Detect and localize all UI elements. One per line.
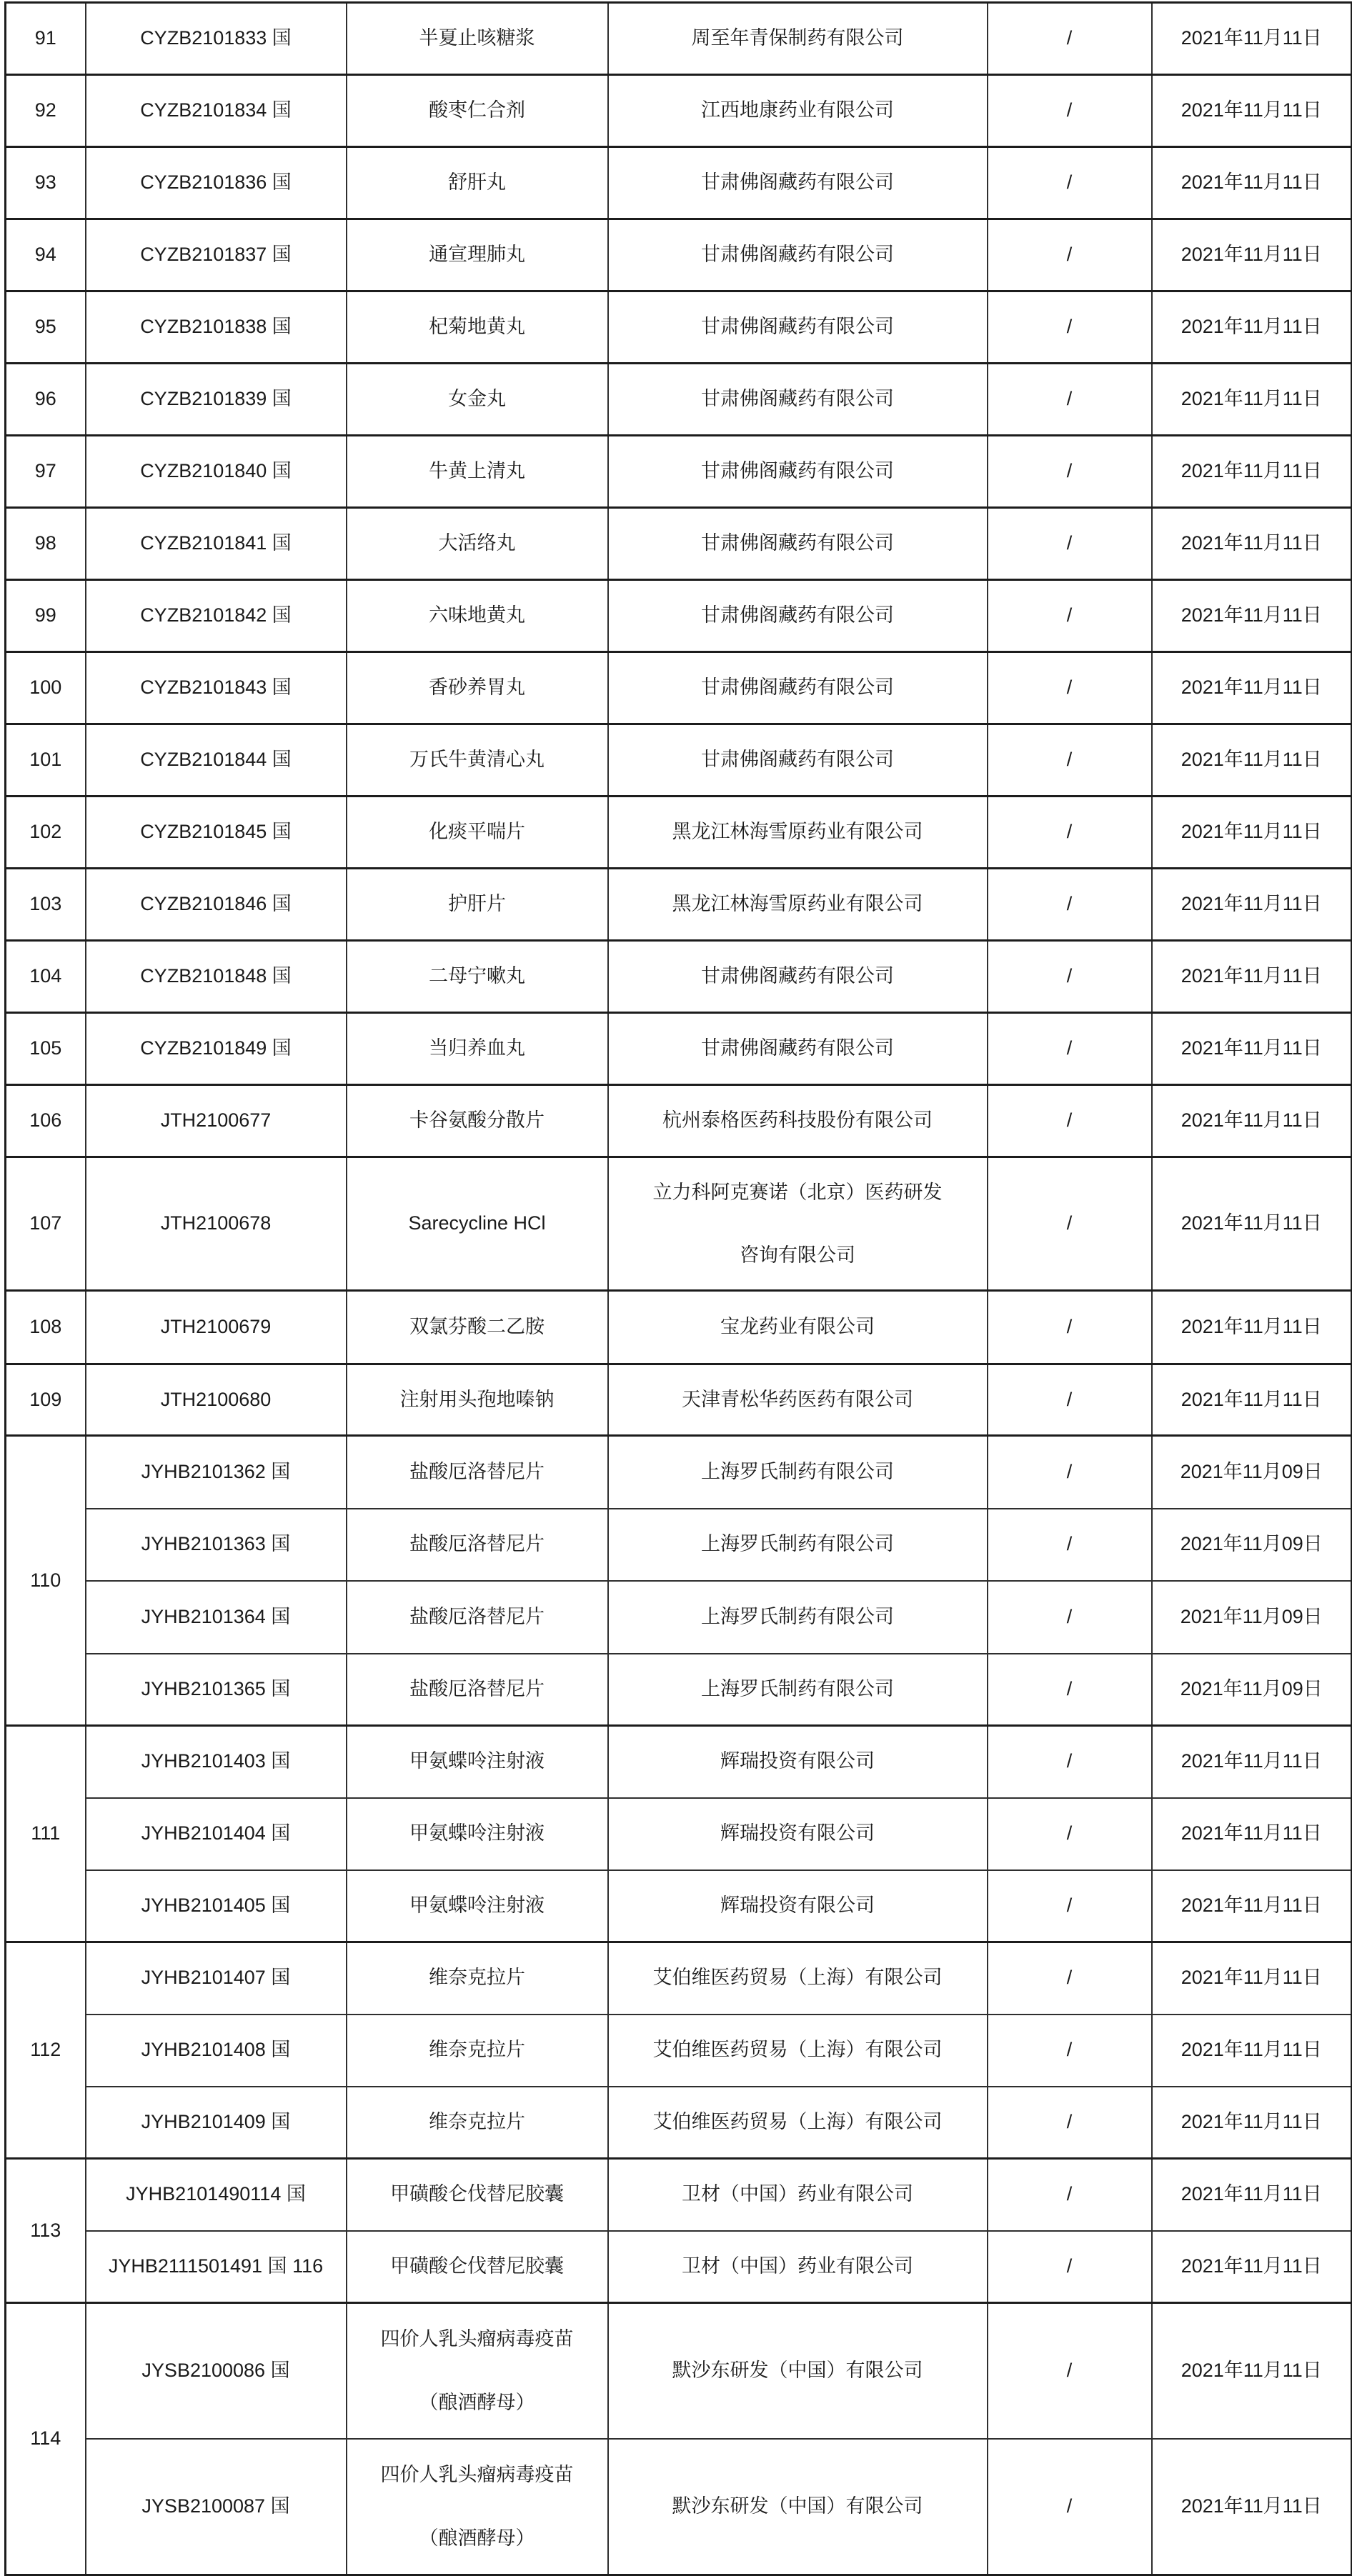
company-cell: 默沙东研发（中国）有限公司 bbox=[608, 2439, 988, 2575]
drug-name-cell: 注射用头孢地嗪钠 bbox=[347, 1364, 608, 1436]
remark-cell: / bbox=[988, 1870, 1152, 1942]
company-cell: 甘肃佛阁藏药有限公司 bbox=[608, 508, 988, 580]
acceptance-no-cell: JTH2100678 bbox=[86, 1157, 347, 1291]
remark-cell: / bbox=[988, 291, 1152, 364]
date-cell: 2021年11月11日 bbox=[1152, 508, 1352, 580]
company-cell: 甘肃佛阁藏药有限公司 bbox=[608, 580, 988, 652]
remark-cell: / bbox=[988, 1942, 1152, 2015]
remark-cell: / bbox=[988, 652, 1152, 724]
table-row bbox=[6, 364, 1352, 436]
company-cell: 卫材（中国）药业有限公司 bbox=[608, 2159, 988, 2231]
drug-name-cell: 牛黄上清丸 bbox=[347, 436, 608, 508]
acceptance-no-cell: JYHB2111501491 国 116 bbox=[86, 2231, 347, 2303]
remark-cell: / bbox=[988, 3, 1152, 75]
drug-name-cell-lines bbox=[352, 2442, 603, 2570]
table-row bbox=[6, 2087, 1352, 2159]
drug-name-cell-line: （酿酒酵母） bbox=[419, 2527, 535, 2550]
drug-name-cell: 盐酸厄洛替尼片 bbox=[347, 1581, 608, 1654]
company-cell: 卫材（中国）药业有限公司 bbox=[608, 2231, 988, 2303]
date-cell: 2021年11月11日 bbox=[1152, 1364, 1352, 1436]
table-row bbox=[6, 147, 1352, 219]
acceptance-no-cell: JTH2100679 bbox=[86, 1291, 347, 1364]
index-cell: 108 bbox=[6, 1291, 86, 1364]
date-cell: 2021年11月11日 bbox=[1152, 291, 1352, 364]
date-cell: 2021年11月11日 bbox=[1152, 219, 1352, 291]
remark-cell: / bbox=[988, 1509, 1152, 1581]
date-cell: 2021年11月11日 bbox=[1152, 436, 1352, 508]
drug-name-cell-lines bbox=[352, 2307, 603, 2435]
company-cell-line: 咨询有限公司 bbox=[740, 1244, 855, 1266]
table-row bbox=[6, 2231, 1352, 2303]
index-cell: 95 bbox=[6, 291, 86, 364]
remark-cell: / bbox=[988, 2159, 1152, 2231]
index-cell: 93 bbox=[6, 147, 86, 219]
remark-cell: / bbox=[988, 2015, 1152, 2087]
table-row bbox=[6, 1870, 1352, 1942]
drug-name-cell-line: 四价人乳头瘤病毒疫苗 bbox=[380, 2463, 574, 2485]
remark-cell: / bbox=[988, 1291, 1152, 1364]
drug-name-cell: 维奈克拉片 bbox=[347, 1942, 608, 2015]
acceptance-no-cell: CYZB2101833 国 bbox=[86, 3, 347, 75]
drug-name-cell: 舒肝丸 bbox=[347, 147, 608, 219]
table-row bbox=[6, 2303, 1352, 2439]
date-cell: 2021年11月11日 bbox=[1152, 941, 1352, 1013]
date-cell: 2021年11月09日 bbox=[1152, 1436, 1352, 1509]
remark-cell: / bbox=[988, 75, 1152, 147]
date-cell: 2021年11月11日 bbox=[1152, 2015, 1352, 2087]
acceptance-no-cell: JYHB2101403 国 bbox=[86, 1726, 347, 1798]
remark-cell: / bbox=[988, 436, 1152, 508]
company-cell: 上海罗氏制药有限公司 bbox=[608, 1436, 988, 1509]
index-cell: 100 bbox=[6, 652, 86, 724]
acceptance-no-cell: JYHB2101405 国 bbox=[86, 1870, 347, 1942]
acceptance-no-cell: JTH2100680 bbox=[86, 1364, 347, 1436]
company-cell: 江西地康药业有限公司 bbox=[608, 75, 988, 147]
table-row bbox=[6, 797, 1352, 869]
company-cell: 天津青松华药医药有限公司 bbox=[608, 1364, 988, 1436]
table-row bbox=[6, 652, 1352, 724]
drug-name-cell bbox=[347, 2439, 608, 2575]
drug-name-cell: 甲氨蝶呤注射液 bbox=[347, 1726, 608, 1798]
drug-name-cell: 化痰平喘片 bbox=[347, 797, 608, 869]
acceptance-no-cell: CYZB2101840 国 bbox=[86, 436, 347, 508]
acceptance-no-cell: JYHB2101490114 国 bbox=[86, 2159, 347, 2231]
acceptance-no-cell: JYSB2100087 国 bbox=[86, 2439, 347, 2575]
remark-cell: / bbox=[988, 1085, 1152, 1157]
remark-cell: / bbox=[988, 364, 1152, 436]
table-row bbox=[6, 869, 1352, 941]
drug-name-cell: 甲氨蝶呤注射液 bbox=[347, 1798, 608, 1870]
company-cell: 艾伯维医药贸易（上海）有限公司 bbox=[608, 2015, 988, 2087]
acceptance-no-cell: CYZB2101845 国 bbox=[86, 797, 347, 869]
company-cell: 辉瑞投资有限公司 bbox=[608, 1798, 988, 1870]
acceptance-no-cell: CYZB2101842 国 bbox=[86, 580, 347, 652]
drug-name-cell: 通宣理肺丸 bbox=[347, 219, 608, 291]
index-cell: 107 bbox=[6, 1157, 86, 1291]
company-cell: 黑龙江林海雪原药业有限公司 bbox=[608, 797, 988, 869]
remark-cell: / bbox=[988, 2439, 1152, 2575]
drug-name-cell: 女金丸 bbox=[347, 364, 608, 436]
date-cell: 2021年11月11日 bbox=[1152, 652, 1352, 724]
company-cell: 艾伯维医药贸易（上海）有限公司 bbox=[608, 2087, 988, 2159]
date-cell: 2021年11月11日 bbox=[1152, 1013, 1352, 1085]
date-cell: 2021年11月11日 bbox=[1152, 2087, 1352, 2159]
index-cell: 94 bbox=[6, 219, 86, 291]
date-cell: 2021年11月11日 bbox=[1152, 2439, 1352, 2575]
company-cell: 甘肃佛阁藏药有限公司 bbox=[608, 291, 988, 364]
remark-cell: / bbox=[988, 797, 1152, 869]
drug-name-cell: 护肝片 bbox=[347, 869, 608, 941]
date-cell: 2021年11月11日 bbox=[1152, 3, 1352, 75]
date-cell: 2021年11月11日 bbox=[1152, 75, 1352, 147]
drug-name-cell: 甲磺酸仑伐替尼胶囊 bbox=[347, 2159, 608, 2231]
index-cell: 103 bbox=[6, 869, 86, 941]
approval-table-body bbox=[6, 3, 1352, 2575]
company-cell: 艾伯维医药贸易（上海）有限公司 bbox=[608, 1942, 988, 2015]
drug-name-cell: 盐酸厄洛替尼片 bbox=[347, 1436, 608, 1509]
remark-cell: / bbox=[988, 2303, 1152, 2439]
date-cell: 2021年11月09日 bbox=[1152, 1581, 1352, 1654]
remark-cell: / bbox=[988, 508, 1152, 580]
remark-cell: / bbox=[988, 941, 1152, 1013]
table-row bbox=[6, 2015, 1352, 2087]
acceptance-no-cell: JYSB2100086 国 bbox=[86, 2303, 347, 2439]
acceptance-no-cell: CYZB2101846 国 bbox=[86, 869, 347, 941]
table-row bbox=[6, 1581, 1352, 1654]
acceptance-no-cell: CYZB2101843 国 bbox=[86, 652, 347, 724]
company-cell: 宝龙药业有限公司 bbox=[608, 1291, 988, 1364]
remark-cell: / bbox=[988, 1654, 1152, 1726]
index-cell: 112 bbox=[6, 1942, 86, 2159]
table-row bbox=[6, 75, 1352, 147]
date-cell: 2021年11月11日 bbox=[1152, 797, 1352, 869]
date-cell: 2021年11月11日 bbox=[1152, 2303, 1352, 2439]
date-cell: 2021年11月11日 bbox=[1152, 2231, 1352, 2303]
date-cell: 2021年11月11日 bbox=[1152, 869, 1352, 941]
table-row bbox=[6, 1798, 1352, 1870]
date-cell: 2021年11月09日 bbox=[1152, 1654, 1352, 1726]
index-cell: 101 bbox=[6, 724, 86, 797]
acceptance-no-cell: CYZB2101838 国 bbox=[86, 291, 347, 364]
remark-cell: / bbox=[988, 1436, 1152, 1509]
table-row bbox=[6, 508, 1352, 580]
remark-cell: / bbox=[988, 580, 1152, 652]
company-cell: 甘肃佛阁藏药有限公司 bbox=[608, 436, 988, 508]
drug-name-cell-line: 四价人乳头瘤病毒疫苗 bbox=[380, 2328, 574, 2350]
drug-name-cell: 双氯芬酸二乙胺 bbox=[347, 1291, 608, 1364]
drug-name-cell: 盐酸厄洛替尼片 bbox=[347, 1509, 608, 1581]
date-cell: 2021年11月11日 bbox=[1152, 1085, 1352, 1157]
table-row bbox=[6, 291, 1352, 364]
date-cell: 2021年11月11日 bbox=[1152, 364, 1352, 436]
approval-table bbox=[4, 1, 1352, 2576]
drug-name-cell: 万氏牛黄清心丸 bbox=[347, 724, 608, 797]
drug-name-cell: 维奈克拉片 bbox=[347, 2015, 608, 2087]
acceptance-no-cell: JYHB2101407 国 bbox=[86, 1942, 347, 2015]
company-cell: 默沙东研发（中国）有限公司 bbox=[608, 2303, 988, 2439]
drug-name-cell: 香砂养胃丸 bbox=[347, 652, 608, 724]
remark-cell: / bbox=[988, 1157, 1152, 1291]
company-cell: 甘肃佛阁藏药有限公司 bbox=[608, 219, 988, 291]
table-row bbox=[6, 3, 1352, 75]
date-cell: 2021年11月11日 bbox=[1152, 1798, 1352, 1870]
table-row bbox=[6, 219, 1352, 291]
date-cell: 2021年11月11日 bbox=[1152, 1726, 1352, 1798]
index-cell: 105 bbox=[6, 1013, 86, 1085]
drug-name-cell: 二母宁嗽丸 bbox=[347, 941, 608, 1013]
date-cell: 2021年11月11日 bbox=[1152, 1157, 1352, 1291]
acceptance-no-cell: JYHB2101362 国 bbox=[86, 1436, 347, 1509]
index-cell: 102 bbox=[6, 797, 86, 869]
date-cell: 2021年11月11日 bbox=[1152, 2159, 1352, 2231]
table-row bbox=[6, 580, 1352, 652]
company-cell: 上海罗氏制药有限公司 bbox=[608, 1654, 988, 1726]
index-cell: 111 bbox=[6, 1726, 86, 1942]
acceptance-no-cell: CYZB2101834 国 bbox=[86, 75, 347, 147]
acceptance-no-cell: JTH2100677 bbox=[86, 1085, 347, 1157]
drug-name-cell: 甲磺酸仑伐替尼胶囊 bbox=[347, 2231, 608, 2303]
company-cell bbox=[608, 1157, 988, 1291]
acceptance-no-cell: CYZB2101848 国 bbox=[86, 941, 347, 1013]
acceptance-no-cell: JYHB2101363 国 bbox=[86, 1509, 347, 1581]
drug-name-cell: 当归养血丸 bbox=[347, 1013, 608, 1085]
remark-cell: / bbox=[988, 147, 1152, 219]
drug-name-cell: 半夏止咳糖浆 bbox=[347, 3, 608, 75]
acceptance-no-cell: CYZB2101849 国 bbox=[86, 1013, 347, 1085]
index-cell: 104 bbox=[6, 941, 86, 1013]
table-row bbox=[6, 1364, 1352, 1436]
company-cell-line: 立力科阿克赛诺（北京）医药研发 bbox=[652, 1182, 943, 1204]
index-cell: 110 bbox=[6, 1436, 86, 1726]
table-row bbox=[6, 1436, 1352, 1509]
remark-cell: / bbox=[988, 1013, 1152, 1085]
drug-name-cell: 六味地黄丸 bbox=[347, 580, 608, 652]
index-cell: 106 bbox=[6, 1085, 86, 1157]
remark-cell: / bbox=[988, 219, 1152, 291]
date-cell: 2021年11月11日 bbox=[1152, 1942, 1352, 2015]
remark-cell: / bbox=[988, 869, 1152, 941]
acceptance-no-cell: JYHB2101404 国 bbox=[86, 1798, 347, 1870]
date-cell: 2021年11月11日 bbox=[1152, 1870, 1352, 1942]
remark-cell: / bbox=[988, 1798, 1152, 1870]
date-cell: 2021年11月11日 bbox=[1152, 147, 1352, 219]
drug-name-cell-line: （酿酒酵母） bbox=[419, 2392, 535, 2414]
acceptance-no-cell: JYHB2101408 国 bbox=[86, 2015, 347, 2087]
table-row bbox=[6, 436, 1352, 508]
index-cell: 91 bbox=[6, 3, 86, 75]
acceptance-no-cell: CYZB2101836 国 bbox=[86, 147, 347, 219]
table-row bbox=[6, 1291, 1352, 1364]
drug-name-cell: 杞菊地黄丸 bbox=[347, 291, 608, 364]
index-cell: 114 bbox=[6, 2303, 86, 2575]
acceptance-no-cell: CYZB2101841 国 bbox=[86, 508, 347, 580]
company-cell: 甘肃佛阁藏药有限公司 bbox=[608, 941, 988, 1013]
remark-cell: / bbox=[988, 2087, 1152, 2159]
drug-name-cell: 维奈克拉片 bbox=[347, 2087, 608, 2159]
table-row bbox=[6, 1085, 1352, 1157]
date-cell: 2021年11月09日 bbox=[1152, 1509, 1352, 1581]
table-row bbox=[6, 1509, 1352, 1581]
company-cell: 黑龙江林海雪原药业有限公司 bbox=[608, 869, 988, 941]
company-cell: 甘肃佛阁藏药有限公司 bbox=[608, 147, 988, 219]
company-cell: 甘肃佛阁藏药有限公司 bbox=[608, 364, 988, 436]
company-cell: 杭州泰格医药科技股份有限公司 bbox=[608, 1085, 988, 1157]
date-cell: 2021年11月11日 bbox=[1152, 1291, 1352, 1364]
remark-cell: / bbox=[988, 1726, 1152, 1798]
acceptance-no-cell: CYZB2101839 国 bbox=[86, 364, 347, 436]
company-cell: 辉瑞投资有限公司 bbox=[608, 1870, 988, 1942]
table-row bbox=[6, 2439, 1352, 2575]
table-row bbox=[6, 1654, 1352, 1726]
remark-cell: / bbox=[988, 724, 1152, 797]
acceptance-no-cell: CYZB2101837 国 bbox=[86, 219, 347, 291]
table-row bbox=[6, 941, 1352, 1013]
index-cell: 99 bbox=[6, 580, 86, 652]
drug-name-cell: 卡谷氨酸分散片 bbox=[347, 1085, 608, 1157]
drug-name-cell: 甲氨蝶呤注射液 bbox=[347, 1870, 608, 1942]
company-cell: 上海罗氏制药有限公司 bbox=[608, 1509, 988, 1581]
company-cell: 甘肃佛阁藏药有限公司 bbox=[608, 724, 988, 797]
drug-name-cell: 酸枣仁合剂 bbox=[347, 75, 608, 147]
table-row bbox=[6, 1942, 1352, 2015]
drug-name-cell: Sarecycline HCl bbox=[347, 1157, 608, 1291]
company-cell: 甘肃佛阁藏药有限公司 bbox=[608, 652, 988, 724]
table-row bbox=[6, 2159, 1352, 2231]
date-cell: 2021年11月11日 bbox=[1152, 580, 1352, 652]
acceptance-no-cell: JYHB2101364 国 bbox=[86, 1581, 347, 1654]
acceptance-no-cell: JYHB2101409 国 bbox=[86, 2087, 347, 2159]
index-cell: 109 bbox=[6, 1364, 86, 1436]
remark-cell: / bbox=[988, 2231, 1152, 2303]
index-cell: 96 bbox=[6, 364, 86, 436]
company-cell: 辉瑞投资有限公司 bbox=[608, 1726, 988, 1798]
drug-name-cell bbox=[347, 2303, 608, 2439]
table-row bbox=[6, 724, 1352, 797]
company-cell: 甘肃佛阁藏药有限公司 bbox=[608, 1013, 988, 1085]
acceptance-no-cell: CYZB2101844 国 bbox=[86, 724, 347, 797]
table-row bbox=[6, 1157, 1352, 1291]
index-cell: 92 bbox=[6, 75, 86, 147]
index-cell: 98 bbox=[6, 508, 86, 580]
drug-name-cell: 大活络丸 bbox=[347, 508, 608, 580]
company-cell-lines bbox=[613, 1162, 983, 1287]
company-cell: 周至年青保制药有限公司 bbox=[608, 3, 988, 75]
index-cell: 97 bbox=[6, 436, 86, 508]
acceptance-no-cell: JYHB2101365 国 bbox=[86, 1654, 347, 1726]
drug-name-cell: 盐酸厄洛替尼片 bbox=[347, 1654, 608, 1726]
approval-table-container bbox=[4, 1, 1352, 2576]
date-cell: 2021年11月11日 bbox=[1152, 724, 1352, 797]
company-cell: 上海罗氏制药有限公司 bbox=[608, 1581, 988, 1654]
remark-cell: / bbox=[988, 1364, 1152, 1436]
table-row bbox=[6, 1013, 1352, 1085]
remark-cell: / bbox=[988, 1581, 1152, 1654]
table-row bbox=[6, 1726, 1352, 1798]
index-cell: 113 bbox=[6, 2159, 86, 2303]
